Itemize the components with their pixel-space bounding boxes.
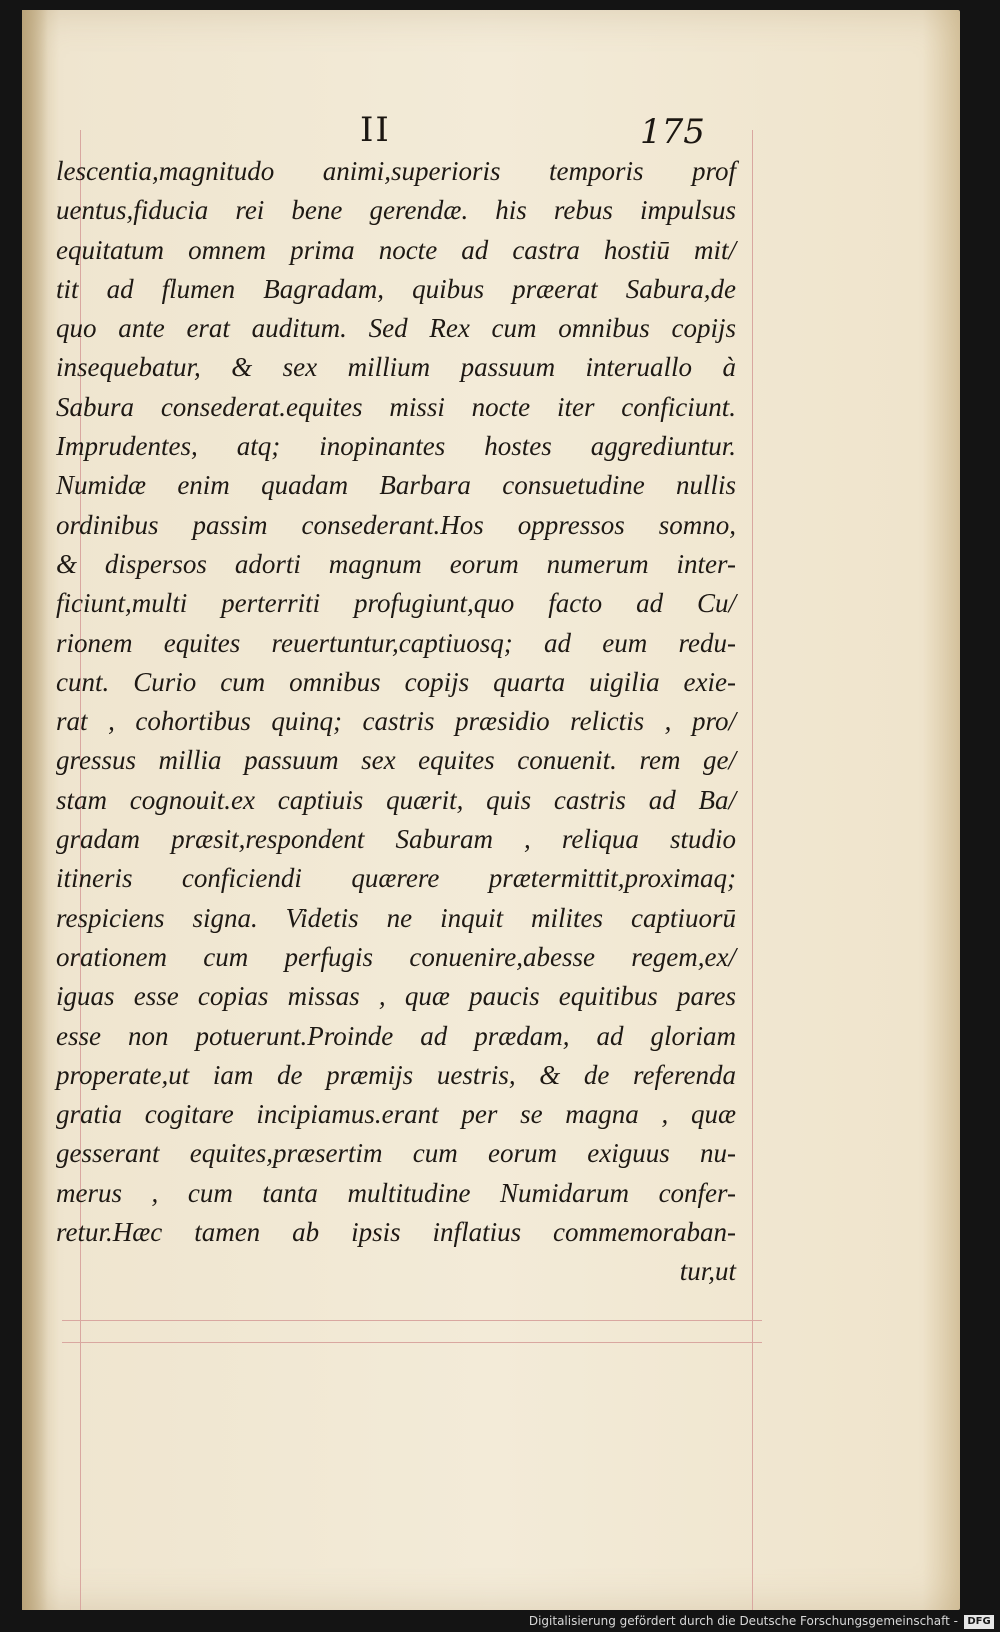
- text-line: tit ad flumen Bagradam, quibus præerat Sabura,de: [56, 273, 736, 304]
- text-line: ficiunt,multi perterriti profugiunt,quo facto ad Cu/: [56, 588, 736, 619]
- text-line: Numidæ enim quadam Barbara consuetudine nullis: [56, 470, 736, 501]
- text-line: & dispersos adorti magnum eorum numerum inter-: [56, 548, 736, 579]
- text-line: rionem equites reuertuntur,captiuosq; ad eum redu-: [56, 627, 736, 658]
- text-line: ordinibus passim consederant.Hos oppressos somno,: [56, 509, 736, 540]
- text-line: equitatum omnem prima nocte ad castra hostiū mit/: [56, 234, 736, 265]
- text-line: rat , cohortibus quinq; castris præsidio relictis , pro/: [56, 706, 736, 737]
- text-line: Imprudentes, atq; inopinantes hostes aggrediuntur.: [56, 431, 736, 462]
- text-line: stam cognouit.ex captiuis quærit, quis castris ad Ba/: [56, 784, 736, 815]
- text-line: respiciens signa. Videtis ne inquit milites captiuorū: [56, 902, 736, 933]
- right-margin-rule: [752, 130, 753, 1610]
- bottom-rule-lower: [62, 1342, 762, 1343]
- text-line: esse non potuerunt.Proinde ad prædam, ad gloriam: [56, 1020, 736, 1051]
- dfg-logo: DFG: [964, 1615, 994, 1629]
- text-line: retur.Hæc tamen ab ipsis inflatius commemoraban-: [56, 1217, 736, 1248]
- text-line: iguas esse copias missas , quæ paucis equitibus pares: [56, 981, 736, 1012]
- page-gutter-shadow: [22, 10, 48, 1610]
- text-line: merus , cum tanta multitudine Numidarum confer-: [56, 1177, 736, 1208]
- folio-number: 175: [640, 112, 705, 152]
- text-line: uentus,fiducia rei bene gerendæ. his rebus impulsus: [56, 195, 736, 226]
- text-line: properate,ut iam de præmijs uestris, & de referenda: [56, 1059, 736, 1090]
- page-text: [56, 152, 736, 1292]
- bottom-rule-upper: [62, 1320, 762, 1321]
- text-line: gradam præsit,respondent Saburam , reliqua studio: [56, 824, 736, 855]
- text-line: gressus millia passuum sex equites conuenit. rem ge/: [56, 745, 736, 776]
- text-line: insequebatur, & sex millium passuum interuallo à: [56, 352, 736, 383]
- text-line: orationem cum perfugis conuenire,abesse regem,ex/: [56, 941, 736, 972]
- funding-credit: Digitalisierung gefördert durch die Deutsche Forschungsgemeinschaft -: [528, 1614, 958, 1628]
- text-line: cunt. Curio cum omnibus copijs quarta uigilia exie-: [56, 666, 736, 697]
- text-line: lescentia,magnitudo animi,superioris temporis prof: [56, 156, 736, 186]
- catchword: tur,ut: [679, 1256, 736, 1287]
- text-line: Sabura consederat.equites missi nocte iter conficiunt.: [56, 391, 736, 422]
- text-line: gesserant equites,præsertim cum eorum exiguus nu-: [56, 1138, 736, 1169]
- text-line: itineris conficiendi quærere prætermittit,proximaq;: [56, 863, 736, 894]
- text-line: gratia cogitare incipiamus.erant per se magna , quæ: [56, 1099, 736, 1130]
- signature-mark: II: [360, 110, 391, 150]
- text-line: quo ante erat auditum. Sed Rex cum omnibus copijs: [56, 313, 736, 344]
- footer-bar: [0, 1613, 1000, 1632]
